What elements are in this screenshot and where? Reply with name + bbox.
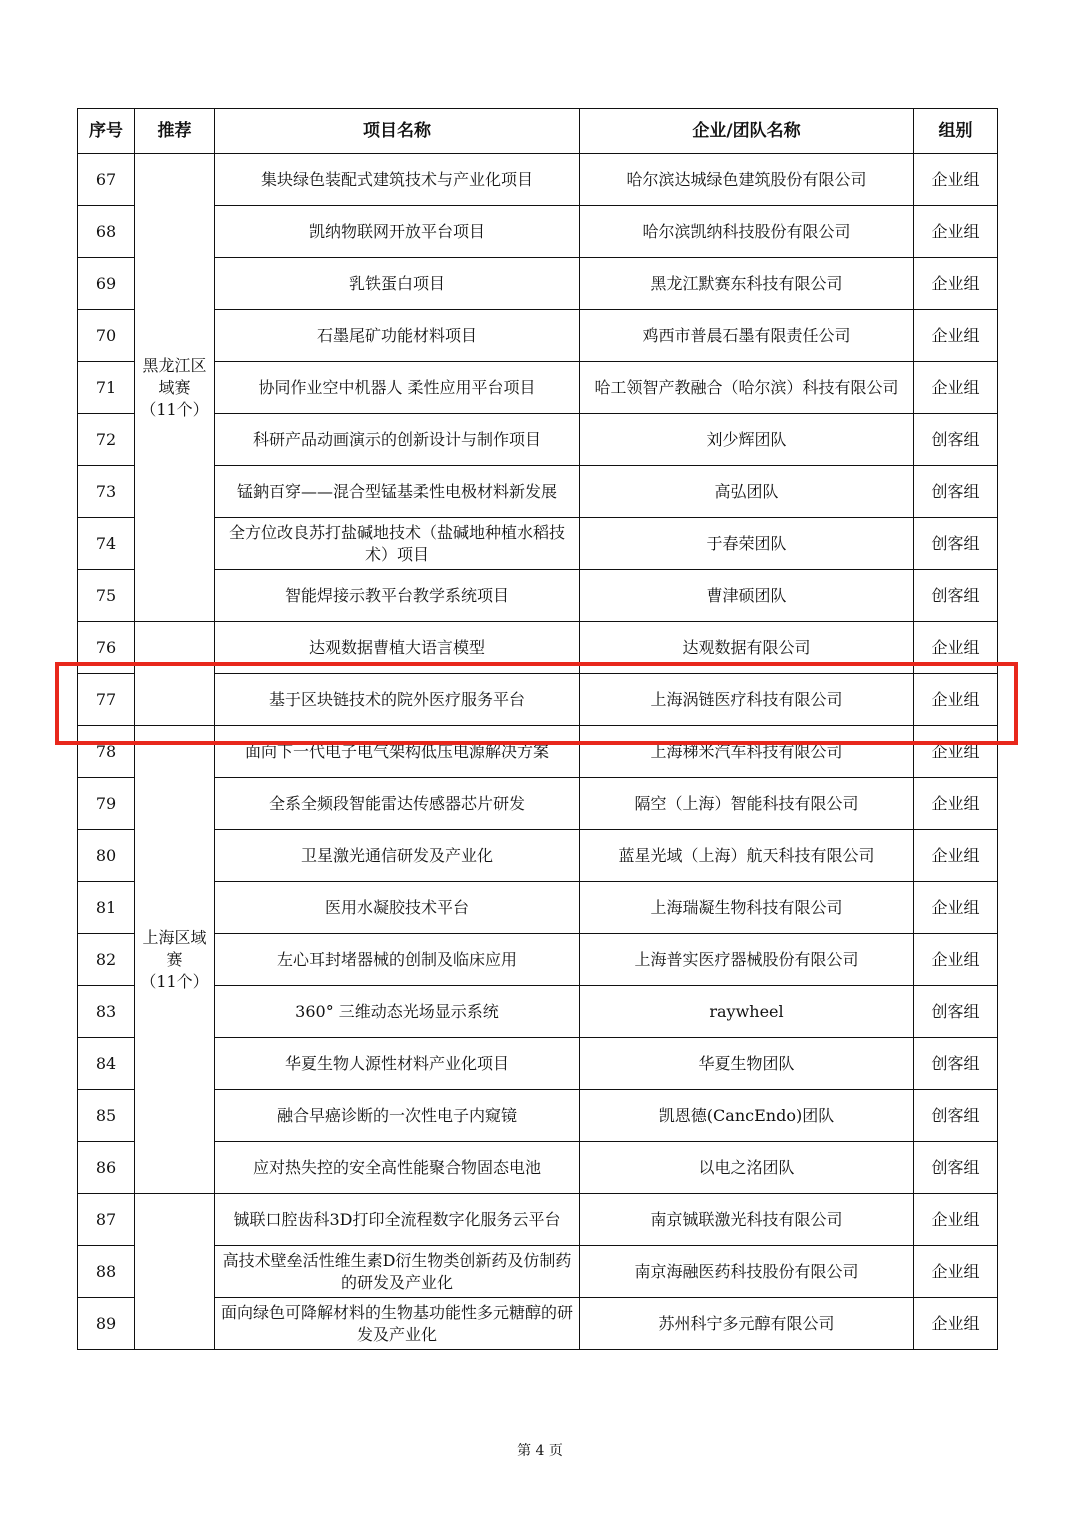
cell-company-name: 达观数据有限公司 [580,622,914,674]
table-row [78,1298,998,1350]
cell-number: 86 [78,1142,135,1194]
cell-group: 企业组 [914,830,998,882]
header-project-name: 项目名称 [215,109,580,154]
cell-company-name: 哈尔滨达城绿色建筑股份有限公司 [580,154,914,206]
table-row [78,362,998,414]
table-row [78,466,998,518]
cell-recommend-region: 上海区域 赛 （11个） [135,726,215,1194]
table-row [78,726,998,778]
table-row [78,258,998,310]
cell-project-name: 凯纳物联网开放平台项目 [215,206,580,258]
table-row [78,830,998,882]
cell-company-name: 南京铖联激光科技有限公司 [580,1194,914,1246]
cell-company-name: 哈工领智产教融合（哈尔滨）科技有限公司 [580,362,914,414]
cell-project-name: 面向下一代电子电气架构低压电源解决方案 [215,726,580,778]
project-list-table [77,108,998,1350]
cell-number: 72 [78,414,135,466]
cell-company-name: 上海瑞凝生物科技有限公司 [580,882,914,934]
cell-project-name: 智能焊接示教平台教学系统项目 [215,570,580,622]
cell-group: 企业组 [914,674,998,726]
table-row [78,206,998,258]
cell-project-name: 乳铁蛋白项目 [215,258,580,310]
cell-project-name: 科研产品动画演示的创新设计与制作项目 [215,414,580,466]
cell-number: 70 [78,310,135,362]
cell-project-name: 达观数据曹植大语言模型 [215,622,580,674]
cell-project-name: 集块绿色装配式建筑技术与产业化项目 [215,154,580,206]
cell-group: 企业组 [914,362,998,414]
cell-number: 81 [78,882,135,934]
table-header-row [78,109,998,154]
cell-number: 79 [78,778,135,830]
cell-project-name: 基于区块链技术的院外医疗服务平台 [215,674,580,726]
cell-group: 企业组 [914,934,998,986]
cell-project-name: 融合早癌诊断的一次性电子内窥镜 [215,1090,580,1142]
cell-group: 企业组 [914,778,998,830]
header-recommend: 推荐 [135,109,215,154]
cell-number: 82 [78,934,135,986]
table-row [78,1142,998,1194]
cell-number: 68 [78,206,135,258]
table-row [78,882,998,934]
cell-number: 83 [78,986,135,1038]
cell-group: 企业组 [914,882,998,934]
table-row [78,986,998,1038]
cell-project-name: 锰鈉百穿——混合型锰基柔性电极材料新发展 [215,466,580,518]
table-row [78,1038,998,1090]
cell-group: 创客组 [914,1090,998,1142]
cell-project-name: 铖联口腔齿科3D打印全流程数字化服务云平台 [215,1194,580,1246]
cell-project-name: 高技术壁垒活性维生素D衍生物类创新药及仿制药的研发及产业化 [215,1246,580,1298]
table-row [78,778,998,830]
cell-number: 67 [78,154,135,206]
cell-project-name: 面向绿色可降解材料的生物基功能性多元糖醇的研发及产业化 [215,1298,580,1350]
cell-company-name: 凯恩德(CancEndo)团队 [580,1090,914,1142]
cell-group: 企业组 [914,1298,998,1350]
header-number: 序号 [78,109,135,154]
cell-group: 企业组 [914,258,998,310]
cell-project-name: 左心耳封堵器械的创制及临床应用 [215,934,580,986]
cell-number: 69 [78,258,135,310]
cell-company-name: 上海涡链医疗科技有限公司 [580,674,914,726]
cell-number: 85 [78,1090,135,1142]
cell-number: 87 [78,1194,135,1246]
cell-project-name: 华夏生物人源性材料产业化项目 [215,1038,580,1090]
header-company-name: 企业/团队名称 [580,109,914,154]
table-row [78,1246,998,1298]
cell-company-name: 以电之洺团队 [580,1142,914,1194]
table-row [78,414,998,466]
table-row [78,1090,998,1142]
cell-group: 企业组 [914,154,998,206]
table-row [78,674,998,726]
cell-project-name: 全方位改良苏打盐碱地技术（盐碱地种植水稻技术）项目 [215,518,580,570]
table-body [78,154,998,1350]
cell-company-name: 蓝星光域（上海）航天科技有限公司 [580,830,914,882]
cell-company-name: 上海普实医疗器械股份有限公司 [580,934,914,986]
page-footer: 第 4 页 [517,1443,563,1459]
cell-group: 创客组 [914,986,998,1038]
cell-recommend-region [135,622,215,726]
cell-company-name: 隔空（上海）智能科技有限公司 [580,778,914,830]
cell-group: 创客组 [914,570,998,622]
cell-project-name: 360° 三维动态光场显示系统 [215,986,580,1038]
cell-group: 企业组 [914,310,998,362]
cell-number: 80 [78,830,135,882]
cell-company-name: 曹津硕团队 [580,570,914,622]
cell-group: 创客组 [914,466,998,518]
cell-group: 企业组 [914,206,998,258]
cell-company-name: 华夏生物团队 [580,1038,914,1090]
cell-company-name: raywheel [580,986,914,1038]
cell-number: 84 [78,1038,135,1090]
cell-group: 企业组 [914,726,998,778]
cell-group: 创客组 [914,518,998,570]
cell-number: 76 [78,622,135,674]
cell-number: 88 [78,1246,135,1298]
cell-number: 77 [78,674,135,726]
cell-project-name: 应对热失控的安全高性能聚合物固态电池 [215,1142,580,1194]
cell-recommend-region [135,1194,215,1350]
cell-company-name: 鸡西市普晨石墨有限责任公司 [580,310,914,362]
cell-group: 企业组 [914,1246,998,1298]
cell-group: 企业组 [914,1194,998,1246]
cell-project-name: 石墨尾矿功能材料项目 [215,310,580,362]
table-row [78,518,998,570]
table-row [78,570,998,622]
cell-group: 企业组 [914,622,998,674]
cell-company-name: 上海稊米汽车科技有限公司 [580,726,914,778]
table-row [78,622,998,674]
cell-group: 创客组 [914,1142,998,1194]
cell-number: 73 [78,466,135,518]
cell-company-name: 高弘团队 [580,466,914,518]
cell-company-name: 苏州科宁多元醇有限公司 [580,1298,914,1350]
cell-company-name: 黑龙江默赛东科技有限公司 [580,258,914,310]
cell-company-name: 于春荣团队 [580,518,914,570]
cell-recommend-region: 黑龙江区 域赛 （11个） [135,154,215,622]
cell-project-name: 卫星激光通信研发及产业化 [215,830,580,882]
cell-number: 71 [78,362,135,414]
cell-project-name: 全系全频段智能雷达传感器芯片研发 [215,778,580,830]
table-row [78,934,998,986]
cell-project-name: 医用水凝胶技术平台 [215,882,580,934]
table-row [78,154,998,206]
cell-group: 创客组 [914,1038,998,1090]
cell-number: 78 [78,726,135,778]
cell-number: 75 [78,570,135,622]
cell-number: 89 [78,1298,135,1350]
table-row [78,1194,998,1246]
cell-company-name: 哈尔滨凯纳科技股份有限公司 [580,206,914,258]
cell-company-name: 南京海融医药科技股份有限公司 [580,1246,914,1298]
cell-project-name: 协同作业空中机器人 柔性应用平台项目 [215,362,580,414]
header-group: 组别 [914,109,998,154]
cell-number: 74 [78,518,135,570]
cell-company-name: 刘少辉团队 [580,414,914,466]
cell-group: 创客组 [914,414,998,466]
table-row [78,310,998,362]
